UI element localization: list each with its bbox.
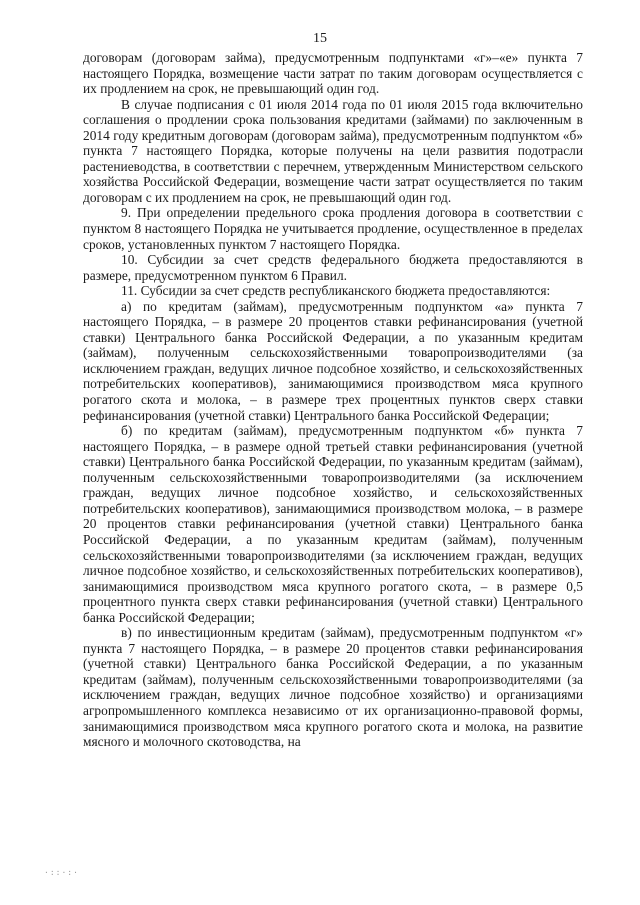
paragraph-subitem-a: а) по кредитам (займам), предусмотренным подпунктом «а» пункта 7 настоящего Порядка, – в размере 20 процентов ставки рефинансирования (учетной ставки) Центрального банка Российской Федерации, а по указанным кредитам (займам), полученным сельскохозяйственными товаропроизводителями (за исключением граждан, ведущих личное подсобное хозяйство, и сельскохозяйственных потребительских кооперативов), занимающимися производством мяса крупного рогатого скота и молока, – в размере трех процентных пунктов сверх ставки рефинансирования (учетной ставки) Центрального банка Российской Федерации; (83, 298, 583, 423)
paragraph-item-9: 9. При определении предельного срока продления договора в соответствии с пунктом 8 настоящего Порядка не учитывается продление, осуществленное в пределах сроков, установленных пунктом 7 настоящего Порядка. (83, 205, 583, 252)
paragraph-item-11: 11. Субсидии за счет средств республиканского бюджета предоставляются: (121, 283, 551, 299)
paragraph-continuation: договорам (договорам займа), предусмотренным подпунктами «г»–«е» пункта 7 настоящего Порядка, возмещение части затрат по таким договорам осуществляется с их продлением на срок, не превышающий один год. (83, 50, 583, 97)
page-number: 15 (313, 31, 327, 46)
scan-footer-mark: ·::·:· (44, 868, 79, 877)
paragraph-subitem-b: б) по кредитам (займам), предусмотренным подпунктом «б» пункта 7 настоящего Порядка, – в размере одной третьей ставки рефинансирования (учетной ставки) Центрального банка Российской Федерации, по указанным кредитам (займам), полученным сельскохозяйственными товаропроизводителями (за исключением граждан, ведущих личное подсобное хозяйство, и сельскохозяйственных потребительских кооперативов), занимающимися производством молока, – в размере 20 процентов ставки рефинансирования (учетной ставки) Центрального банка Российской Федерации, а по указанным кредитам (займам), полученным сельскохозяйственными товаропроизводителями (за исключением граждан, ведущих личное подсобное хозяйство, и сельскохозяйственных потребительских кооперативов), занимающимися производством мяса крупного рогатого скота, – в размере 0,5 процентного пункта сверх ставки рефинансирования (учетной ставки) Центрального банка Российской Федерации; (83, 423, 583, 625)
paragraph-item-10: 10. Субсидии за счет средств федерального бюджета предоставляются в размере, предусмотренном пунктом 6 Правил. (83, 252, 583, 283)
paragraph-subitem-v: в) по инвестиционным кредитам (займам), предусмотренным подпунктом «г» пункта 7 настоящего Порядка, – в размере 20 процентов ставки рефинансирования (учетной ставки) Центрального банка Российской Федерации, а по указанным кредитам (займам), полученным сельскохозяйственными товаропроизводителями (за исключением граждан, ведущих личное подсобное хозяйство) и организациями агропромышленного комплекса независимо от их организационно-правовой формы, занимающимися производством мяса крупного рогатого скота и молока, на развитие мясного и молочного скотоводства, на (83, 625, 583, 750)
document-body (83, 50, 583, 750)
paragraph-extension-2014: В случае подписания с 01 июля 2014 года по 01 июля 2015 года включительно соглашения о продлении срока пользования кредитами (займами) по заключенным в 2014 году кредитным договорам (договорам займа), предусмотренным подпунктом «б» пункта 7 настоящего Порядка, которые получены на цели развития подотрасли растениеводства, в соответствии с перечнем, утвержденным Министерством сельского хозяйства Российской Федерации, возмещение части затрат осуществляется по таким договорам с их продлением на срок, не превышающий один год. (83, 96, 583, 205)
